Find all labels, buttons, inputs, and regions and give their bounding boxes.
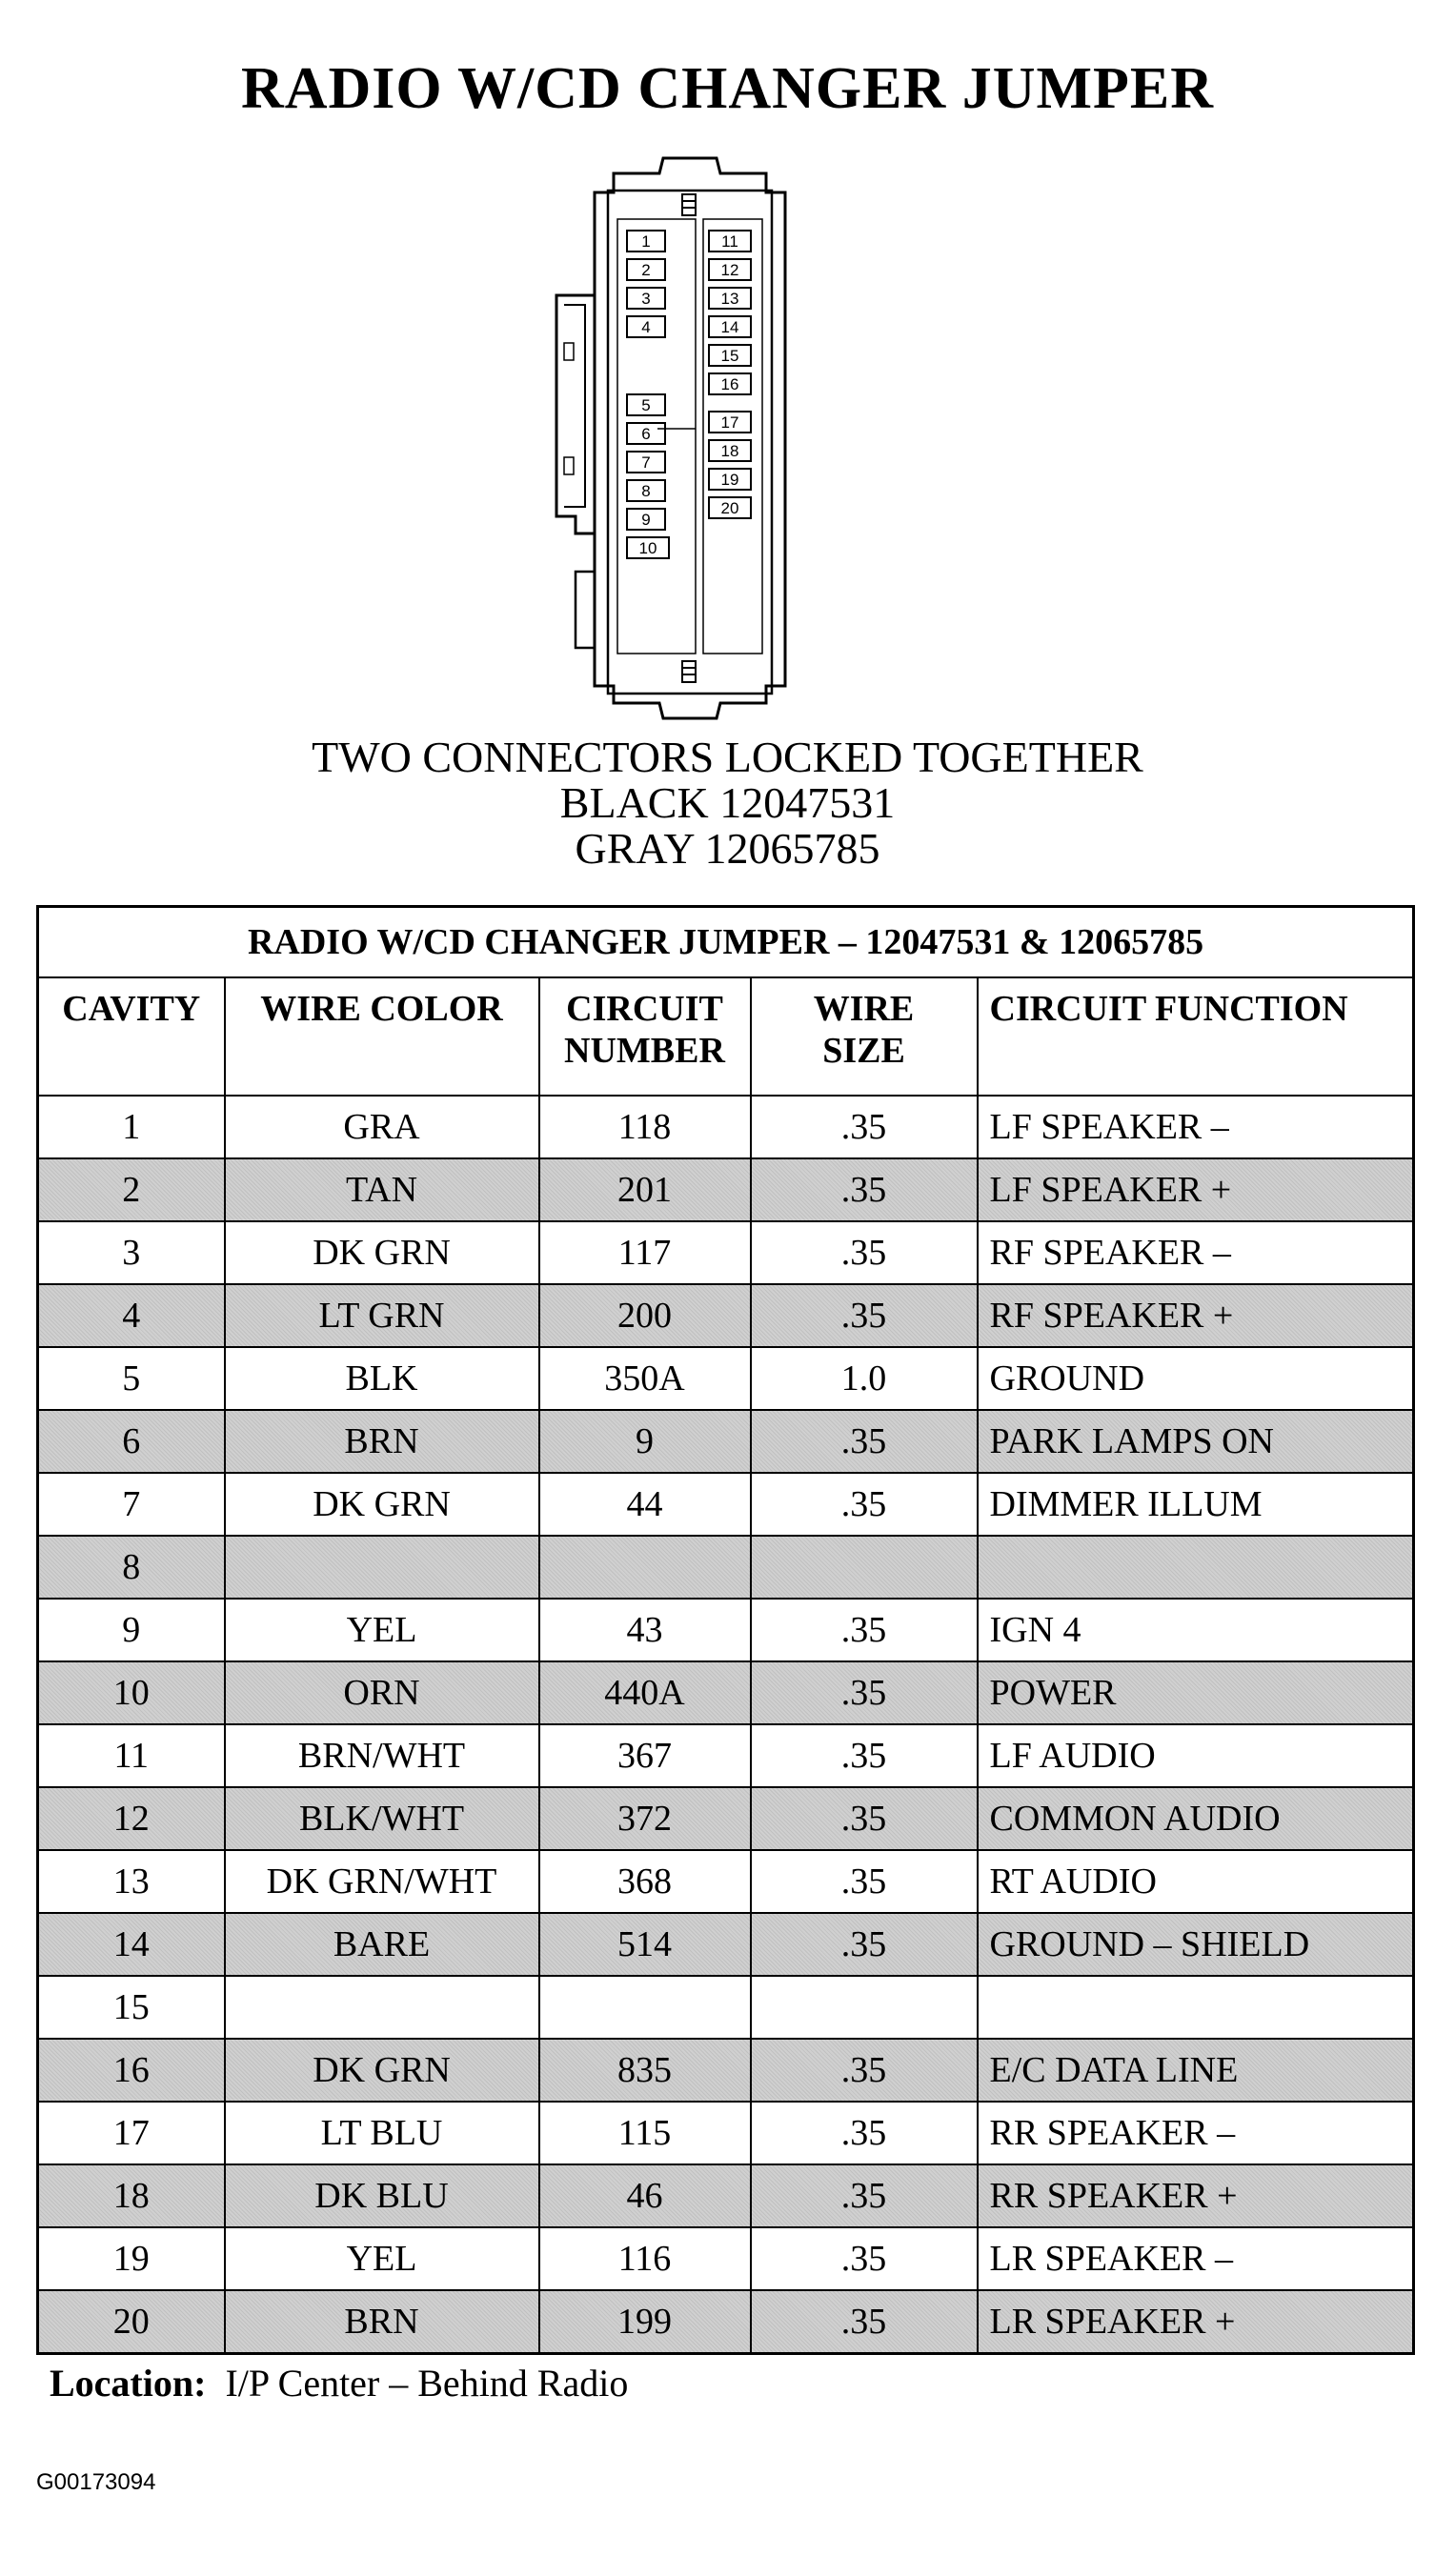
- cell-cavity: 6: [38, 1410, 225, 1473]
- cell-cavity: 20: [38, 2290, 225, 2354]
- cell-wire-size: .35: [751, 2290, 978, 2354]
- cell-wire-color: BARE: [225, 1913, 539, 1976]
- figure-id: G00173094: [36, 2469, 156, 2495]
- table-caption: RADIO W/CD CHANGER JUMPER – 12047531 & 12065785: [38, 907, 1414, 978]
- cell-wire-color: DK GRN: [225, 1473, 539, 1536]
- header-circuit-function: CIRCUIT FUNCTION: [978, 977, 1414, 1096]
- cavity-label-16: 16: [720, 375, 739, 393]
- cell-circuit-number: 350A: [539, 1347, 751, 1410]
- table-row: [38, 1221, 1414, 1284]
- cell-circuit-number: 43: [539, 1599, 751, 1661]
- cell-circuit-function: [978, 1536, 1414, 1599]
- cavity-label-13: 13: [720, 290, 739, 308]
- cavity-label-5: 5: [641, 396, 651, 414]
- cell-circuit-function: RR SPEAKER +: [978, 2164, 1414, 2227]
- table-row: [38, 1787, 1414, 1850]
- cell-wire-size: .35: [751, 1599, 978, 1661]
- cell-circuit-function: LR SPEAKER +: [978, 2290, 1414, 2354]
- cell-wire-size: .35: [751, 1473, 978, 1536]
- cell-wire-color: GRA: [225, 1096, 539, 1158]
- cell-wire-color: YEL: [225, 1599, 539, 1661]
- table-row: [38, 1599, 1414, 1661]
- cell-cavity: 5: [38, 1347, 225, 1410]
- cell-wire-size: .35: [751, 2227, 978, 2290]
- cell-cavity: 16: [38, 2039, 225, 2102]
- cell-cavity: 8: [38, 1536, 225, 1599]
- cell-circuit-number: 44: [539, 1473, 751, 1536]
- table-row: [38, 1850, 1414, 1913]
- cell-wire-color: DK BLU: [225, 2164, 539, 2227]
- header-wire-size: WIRE SIZE: [751, 977, 978, 1096]
- cell-wire-color: BRN/WHT: [225, 1724, 539, 1787]
- cavity-label-18: 18: [720, 442, 739, 460]
- cell-cavity: 12: [38, 1787, 225, 1850]
- table-row: [38, 2290, 1414, 2354]
- cell-wire-color: BRN: [225, 2290, 539, 2354]
- cavity-label-1: 1: [641, 232, 651, 251]
- cell-wire-size: .35: [751, 1913, 978, 1976]
- cell-circuit-function: E/C DATA LINE: [978, 2039, 1414, 2102]
- table-row: [38, 1976, 1414, 2039]
- header-wire-color: WIRE COLOR: [225, 977, 539, 1096]
- cell-wire-size: .35: [751, 1850, 978, 1913]
- cell-cavity: 15: [38, 1976, 225, 2039]
- cell-cavity: 17: [38, 2102, 225, 2164]
- cell-wire-size: 1.0: [751, 1347, 978, 1410]
- cavity-label-3: 3: [641, 290, 651, 308]
- cell-circuit-function: LF AUDIO: [978, 1724, 1414, 1787]
- cell-wire-color: [225, 1536, 539, 1599]
- cell-wire-color: BLK/WHT: [225, 1787, 539, 1850]
- cell-circuit-function: [978, 1976, 1414, 2039]
- cell-wire-color: ORN: [225, 1661, 539, 1724]
- cell-wire-color: LT BLU: [225, 2102, 539, 2164]
- cell-circuit-number: 367: [539, 1724, 751, 1787]
- cell-circuit-function: RF SPEAKER +: [978, 1284, 1414, 1347]
- cell-wire-size: .35: [751, 1410, 978, 1473]
- cell-wire-color: DK GRN: [225, 1221, 539, 1284]
- connector-face-diagram: [547, 152, 833, 724]
- cell-wire-color: [225, 1976, 539, 2039]
- cell-circuit-function: RF SPEAKER –: [978, 1221, 1414, 1284]
- table-row: [38, 1661, 1414, 1724]
- cell-circuit-function: RR SPEAKER –: [978, 2102, 1414, 2164]
- cell-circuit-number: 118: [539, 1096, 751, 1158]
- cell-wire-color: DK GRN/WHT: [225, 1850, 539, 1913]
- cell-circuit-function: PARK LAMPS ON: [978, 1410, 1414, 1473]
- cell-circuit-function: GROUND – SHIELD: [978, 1913, 1414, 1976]
- cell-wire-size: [751, 1536, 978, 1599]
- cell-circuit-number: [539, 1976, 751, 2039]
- cell-circuit-function: GROUND: [978, 1347, 1414, 1410]
- cavity-label-6: 6: [641, 425, 651, 443]
- cell-cavity: 13: [38, 1850, 225, 1913]
- cell-wire-size: .35: [751, 1096, 978, 1158]
- cell-wire-size: .35: [751, 1787, 978, 1850]
- table-row: [38, 1473, 1414, 1536]
- cell-cavity: 4: [38, 1284, 225, 1347]
- pinout-table: [36, 905, 1415, 2355]
- table-row: [38, 1347, 1414, 1410]
- cell-circuit-number: 440A: [539, 1661, 751, 1724]
- header-cavity: CAVITY: [38, 977, 225, 1096]
- cavity-label-8: 8: [641, 482, 651, 500]
- cavity-label-2: 2: [641, 261, 651, 279]
- cavity-label-15: 15: [720, 347, 739, 365]
- cell-circuit-number: 115: [539, 2102, 751, 2164]
- cell-circuit-number: 116: [539, 2227, 751, 2290]
- cell-wire-size: .35: [751, 1661, 978, 1724]
- cell-wire-color: YEL: [225, 2227, 539, 2290]
- cell-cavity: 19: [38, 2227, 225, 2290]
- table-row: [38, 2102, 1414, 2164]
- cell-cavity: 14: [38, 1913, 225, 1976]
- cell-cavity: 18: [38, 2164, 225, 2227]
- cell-circuit-function: RT AUDIO: [978, 1850, 1414, 1913]
- cell-wire-color: LT GRN: [225, 1284, 539, 1347]
- cell-wire-size: .35: [751, 1221, 978, 1284]
- connector-caption-line1: TWO CONNECTORS LOCKED TOGETHER: [312, 733, 1143, 781]
- table-row: [38, 1158, 1414, 1221]
- cell-cavity: 2: [38, 1158, 225, 1221]
- cavity-label-20: 20: [720, 499, 739, 517]
- cavity-label-11: 11: [721, 232, 738, 251]
- cell-cavity: 7: [38, 1473, 225, 1536]
- table-row: [38, 1536, 1414, 1599]
- cell-wire-color: DK GRN: [225, 2039, 539, 2102]
- table-row: [38, 1913, 1414, 1976]
- cell-wire-size: .35: [751, 2102, 978, 2164]
- connector-caption-line3: GRAY 12065785: [575, 824, 880, 873]
- cell-cavity: 10: [38, 1661, 225, 1724]
- connector-caption-line2: BLACK 12047531: [559, 778, 896, 827]
- cavity-label-4: 4: [641, 318, 651, 336]
- header-circuit-number: CIRCUIT NUMBER: [539, 977, 751, 1096]
- table-row: [38, 2039, 1414, 2102]
- table-row: [38, 1410, 1414, 1473]
- cell-wire-color: TAN: [225, 1158, 539, 1221]
- cell-circuit-function: DIMMER ILLUM: [978, 1473, 1414, 1536]
- cell-circuit-function: LF SPEAKER +: [978, 1158, 1414, 1221]
- table-row: [38, 1284, 1414, 1347]
- cell-wire-size: .35: [751, 1284, 978, 1347]
- cavity-label-10: 10: [638, 539, 657, 557]
- table-row: [38, 2164, 1414, 2227]
- cell-cavity: 9: [38, 1599, 225, 1661]
- cell-cavity: 1: [38, 1096, 225, 1158]
- table-row: [38, 1724, 1414, 1787]
- cell-circuit-number: 200: [539, 1284, 751, 1347]
- cell-circuit-number: 46: [539, 2164, 751, 2227]
- cell-cavity: 11: [38, 1724, 225, 1787]
- cavity-label-9: 9: [641, 511, 651, 529]
- cell-circuit-function: LR SPEAKER –: [978, 2227, 1414, 2290]
- cell-circuit-number: 372: [539, 1787, 751, 1850]
- cell-cavity: 3: [38, 1221, 225, 1284]
- cell-circuit-number: 368: [539, 1850, 751, 1913]
- cell-wire-color: BLK: [225, 1347, 539, 1410]
- cell-circuit-function: IGN 4: [978, 1599, 1414, 1661]
- cell-circuit-function: POWER: [978, 1661, 1414, 1724]
- location-value: I/P Center – Behind Radio: [225, 2362, 629, 2405]
- page-title: RADIO W/CD CHANGER JUMPER: [240, 56, 1215, 121]
- cavity-label-12: 12: [720, 261, 739, 279]
- cell-circuit-number: 199: [539, 2290, 751, 2354]
- cell-circuit-number: 514: [539, 1913, 751, 1976]
- cell-wire-size: .35: [751, 1158, 978, 1221]
- cell-circuit-number: 835: [539, 2039, 751, 2102]
- cavity-label-19: 19: [720, 471, 739, 489]
- cell-wire-size: .35: [751, 1724, 978, 1787]
- location-label: Location:: [50, 2362, 207, 2405]
- cell-wire-size: .35: [751, 2164, 978, 2227]
- cell-circuit-function: LF SPEAKER –: [978, 1096, 1414, 1158]
- table-row: [38, 1096, 1414, 1158]
- cell-wire-color: BRN: [225, 1410, 539, 1473]
- location-note: [50, 2361, 628, 2405]
- cavity-label-14: 14: [720, 318, 739, 336]
- cell-wire-size: [751, 1976, 978, 2039]
- cell-circuit-function: COMMON AUDIO: [978, 1787, 1414, 1850]
- cell-circuit-number: 117: [539, 1221, 751, 1284]
- cavity-label-7: 7: [641, 453, 651, 472]
- cell-circuit-number: 9: [539, 1410, 751, 1473]
- cavity-label-17: 17: [720, 413, 739, 432]
- cell-circuit-number: [539, 1536, 751, 1599]
- cell-wire-size: .35: [751, 2039, 978, 2102]
- cell-circuit-number: 201: [539, 1158, 751, 1221]
- table-row: [38, 2227, 1414, 2290]
